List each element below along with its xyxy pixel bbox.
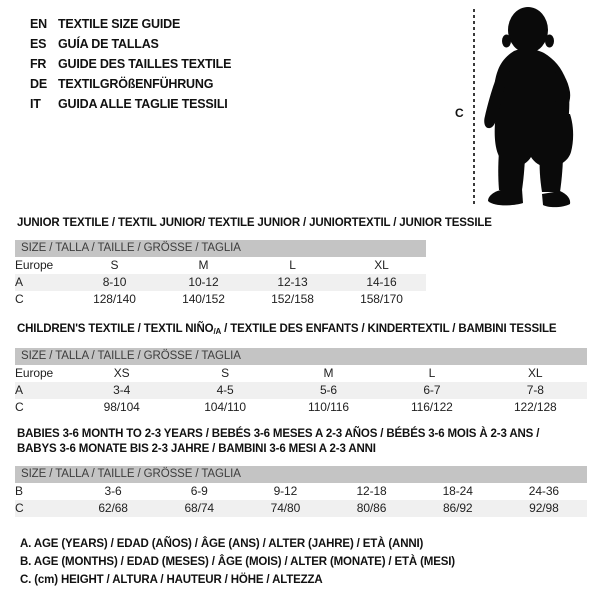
value-cell: 68/74 xyxy=(184,501,214,515)
table-row xyxy=(15,257,426,274)
language-label: GUIDA ALLE TAGLIE TESSILI xyxy=(58,97,228,111)
language-code: IT xyxy=(30,97,41,111)
value-cell: 80/86 xyxy=(356,501,387,515)
value-cell: 7-8 xyxy=(526,383,544,397)
title-text: BABIES 3-6 MONTH TO 2-3 YEARS / BEBÉS 3-6 MESES A 2-3 AÑOS / BÉBÉS 3-6 MOIS À 2-3 ANS / xyxy=(17,428,540,440)
note-line: C. (cm) HEIGHT / ALTURA / HAUTEUR / HÖHE / ALTEZZA xyxy=(20,574,323,586)
value-cell: 3-6 xyxy=(104,484,122,498)
measure-notes xyxy=(20,535,455,589)
value-cell: 12-13 xyxy=(277,275,308,289)
value-cell: 110/116 xyxy=(308,400,349,414)
table-row xyxy=(15,483,587,500)
language-code: ES xyxy=(30,37,47,51)
value-cell: XL xyxy=(528,366,543,380)
language-row xyxy=(30,14,231,34)
title-text: JUNIOR TEXTILE / TEXTIL JUNIOR/ TEXTILE JUNIOR / JUNIORTEXTIL / JUNIOR TESSILE xyxy=(17,217,492,229)
title-text: /A xyxy=(213,327,222,336)
size-table-junior xyxy=(15,257,426,308)
language-label: TEXTILGRÖßENFÜHRUNG xyxy=(58,77,214,91)
value-cell: 9-12 xyxy=(273,484,298,498)
table-body xyxy=(15,257,426,308)
value-cell: 3-4 xyxy=(113,383,131,397)
note-line: A. AGE (YEARS) / EDAD (AÑOS) / ÂGE (ANS) / ALTER (JAHRE) / ETÀ (ANNI) xyxy=(20,538,424,550)
table-row xyxy=(15,399,587,416)
row-label-cell: B xyxy=(15,484,23,498)
table-row xyxy=(15,382,587,399)
row-label-cell: Europe xyxy=(15,366,54,380)
table-title-line xyxy=(17,216,492,231)
size-table-children xyxy=(15,365,587,416)
value-cell: 86/92 xyxy=(442,501,473,515)
row-label-cell: A xyxy=(15,383,23,397)
value-cell: 116/122 xyxy=(410,400,453,414)
language-row xyxy=(30,34,231,54)
language-label: TEXTILE SIZE GUIDE xyxy=(58,17,181,31)
value-cell: 158/170 xyxy=(360,292,403,306)
value-cell: 152/158 xyxy=(271,292,314,306)
value-cell: M xyxy=(198,258,209,272)
value-cell: 104/110 xyxy=(204,400,246,414)
language-row xyxy=(30,74,231,94)
value-cell: 14-16 xyxy=(366,275,397,289)
size-header-band: SIZE / TALLA / TAILLE / GRÖSSE / TAGLIA xyxy=(15,348,587,365)
row-label-cell: C xyxy=(15,292,24,306)
title-text: / TEXTILE DES ENFANTS / KINDERTEXTIL / BAMBINI TESSILE xyxy=(221,323,557,335)
value-cell: 92/98 xyxy=(529,501,559,515)
table-row xyxy=(15,291,426,308)
value-cell: 8-10 xyxy=(102,275,127,289)
baby-silhouette-icon xyxy=(482,4,598,210)
value-cell: 6-9 xyxy=(190,484,208,498)
row-label-cell: A xyxy=(15,275,23,289)
table-row xyxy=(15,365,587,382)
language-code: DE xyxy=(30,77,47,91)
language-label: GUÍA DE TALLAS xyxy=(58,37,159,51)
value-cell: 74/80 xyxy=(270,501,301,515)
table-title xyxy=(17,427,587,457)
value-cell: 12-18 xyxy=(356,484,387,498)
row-label-cell: Europe xyxy=(15,258,54,272)
language-row xyxy=(30,54,231,74)
table-row xyxy=(15,274,426,291)
row-label-cell: C xyxy=(15,400,24,414)
height-measure-label: C xyxy=(455,106,464,120)
table-title-line xyxy=(17,442,587,457)
value-cell: 6-7 xyxy=(423,383,441,397)
value-cell: L xyxy=(428,366,436,380)
value-cell: S xyxy=(110,258,119,272)
size-header-band: SIZE / TALLA / TAILLE / GRÖSSE / TAGLIA xyxy=(15,466,587,483)
language-label: GUIDE DES TAILLES TEXTILE xyxy=(58,57,232,71)
value-cell: 5-6 xyxy=(319,383,337,397)
table-section-babies xyxy=(15,427,587,517)
value-cell: 62/68 xyxy=(98,501,128,515)
title-text: CHILDREN'S TEXTILE / TEXTIL NIÑO xyxy=(17,323,214,335)
row-label-cell: C xyxy=(15,501,24,515)
value-cell: S xyxy=(221,366,230,380)
value-cell: 122/128 xyxy=(513,400,557,414)
table-title-line xyxy=(17,427,587,442)
height-dashed-line xyxy=(473,9,475,206)
note-line: B. AGE (MONTHS) / EDAD (MESES) / ÂGE (MOIS) / ALTER (MONATE) / ETÀ (MESI) xyxy=(20,556,455,568)
value-cell: XS xyxy=(113,366,130,380)
language-row xyxy=(30,94,231,114)
table-body xyxy=(15,365,587,416)
size-header-band: SIZE / TALLA / TAILLE / GRÖSSE / TAGLIA xyxy=(15,240,426,257)
value-cell: 18-24 xyxy=(442,484,473,498)
value-cell: 24-36 xyxy=(528,484,559,498)
table-row xyxy=(15,500,587,517)
table-body xyxy=(15,483,587,517)
language-code: EN xyxy=(30,17,47,31)
value-cell: XL xyxy=(374,258,389,272)
value-cell: L xyxy=(289,258,296,272)
table-section-children xyxy=(15,322,587,416)
table-title xyxy=(17,322,587,339)
value-cell: 140/152 xyxy=(182,292,225,306)
language-title-list xyxy=(30,14,231,114)
table-section-junior xyxy=(15,216,492,308)
value-cell: 4-5 xyxy=(216,383,234,397)
value-cell: 10-12 xyxy=(188,275,219,289)
value-cell: 98/104 xyxy=(103,400,140,414)
value-cell: 128/140 xyxy=(93,292,136,306)
value-cell: M xyxy=(323,366,334,380)
language-code: FR xyxy=(30,57,47,71)
title-text: BABYS 3-6 MONATE BIS 2-3 JAHRE / BAMBINI 3-6 MESI A 2-3 ANNI xyxy=(17,443,376,455)
table-title-line xyxy=(17,322,587,339)
table-title xyxy=(17,216,492,231)
size-table-babies xyxy=(15,483,587,517)
